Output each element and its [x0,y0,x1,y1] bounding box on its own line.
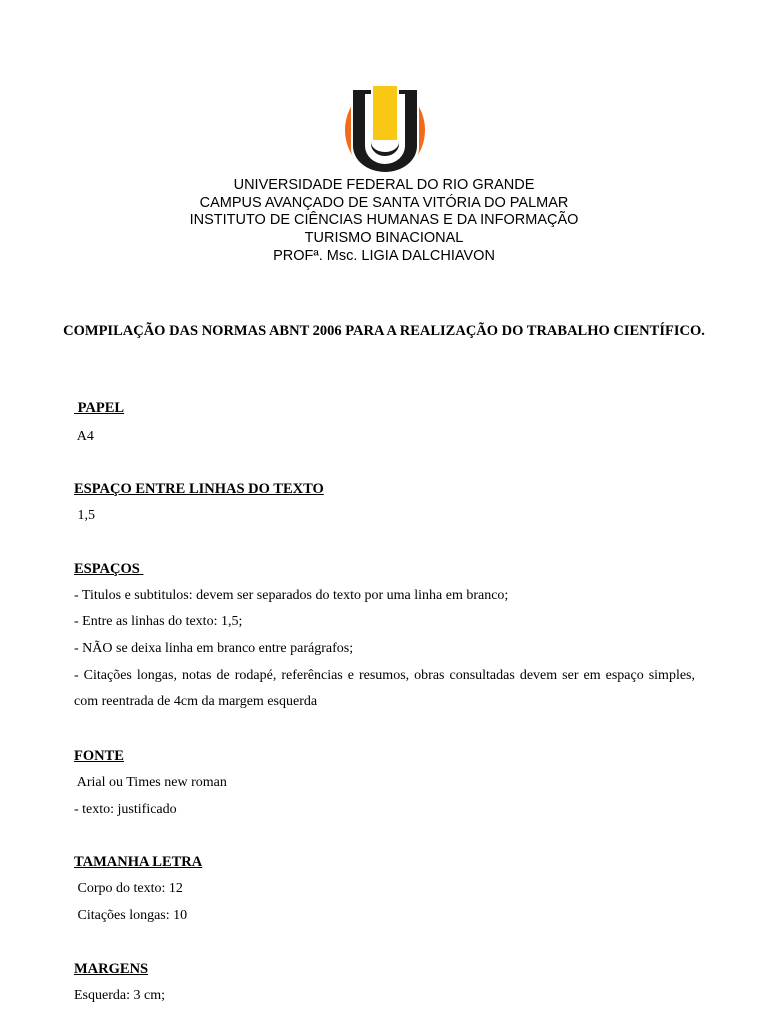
fonte-line-2: - texto: justificado [74,802,177,817]
margens-line-1: Esquerda: 3 cm; [74,988,165,1003]
espacos-line-1: - Titulos e subtitulos: devem ser separados do texto por uma linha em branco; [74,588,509,603]
espacos-line-4: - Citações longas, notas de rodapé, referências e resumos, obras consultadas devem ser em espaço simples, com reentrada de 4cm da margem esquerda [74,668,695,709]
document-title: COMPILAÇÃO DAS NORMAS ABNT 2006 PARA A REALIZAÇÃO DO TRABALHO CIENTÍFICO. [63,323,705,339]
campus-name: CAMPUS AVANÇADO DE SANTA VITÓRIA DO PALMAR [199,194,569,211]
tamanha-line-1: Corpo do texto: 12 [74,881,183,896]
fonte-line-1: Arial ou Times new roman [74,775,227,790]
professor-name: PROFª. Msc. LIGIA DALCHIAVON [273,247,495,264]
institute-name: INSTITUTO DE CIÊNCIAS HUMANAS E DA INFORMAÇÃO [189,212,579,229]
university-name: UNIVERSIDADE FEDERAL DO RIO GRANDE [233,177,535,193]
heading-espacos: ESPAÇOS [74,561,144,577]
espaco-line: 1,5 [74,508,95,523]
logo-yellow-bar [373,86,397,140]
university-logo [343,80,427,174]
papel-line: A4 [74,429,94,444]
heading-margens: MARGENS [74,961,149,977]
heading-tamanha-letra: TAMANHA LETRA [74,854,203,870]
heading-espaco-entre-linhas: ESPAÇO ENTRE LINHAS DO TEXTO [74,481,324,497]
course-name: TURISMO BINACIONAL [304,230,464,247]
heading-papel: PAPEL [74,400,125,416]
institution-header [0,177,768,266]
espacos-line-3: - NÃO se deixa linha em branco entre parágrafos; [74,641,354,656]
tamanha-line-2: Citações longas: 10 [74,908,188,923]
heading-fonte: FONTE [74,748,124,764]
espacos-line-2: - Entre as linhas do texto: 1,5; [74,614,243,629]
